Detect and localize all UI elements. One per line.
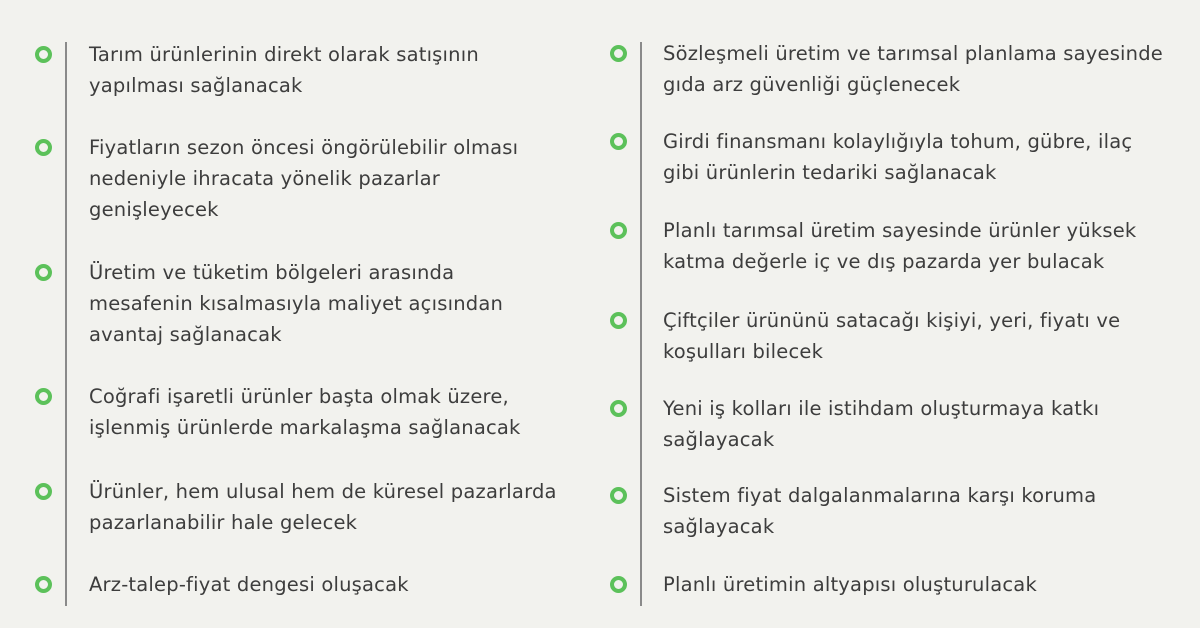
item-text: Çiftçiler ürününü satacağı kişiyi, yeri, fiyatı ve koşulları bilecek xyxy=(663,309,1121,363)
item-text: Yeni iş kolları ile istihdam oluşturmaya katkı sağlayacak xyxy=(663,397,1100,451)
item-text: Tarım ürünlerinin direkt olarak satışının yapılması sağlanacak xyxy=(89,43,479,97)
item-text: Arz-talep-fiyat dengesi oluşacak xyxy=(89,573,409,596)
right-column xyxy=(600,0,1200,628)
item-text: Sözleşmeli üretim ve tarımsal planlama sayesinde gıda arz güvenliği güçlenecek xyxy=(663,42,1164,96)
ring-bullet-icon xyxy=(610,312,627,329)
ring-bullet-icon xyxy=(35,139,52,156)
ring-bullet-icon xyxy=(35,576,52,593)
ring-bullet-icon xyxy=(610,222,627,239)
ring-bullet-icon xyxy=(35,264,52,281)
left-timeline-line xyxy=(65,42,67,606)
right-timeline-line xyxy=(640,42,642,606)
ring-bullet-icon xyxy=(610,400,627,417)
item-text: Girdi finansmanı kolaylığıyla tohum, gübre, ilaç gibi ürünlerin tedariki sağlanacak xyxy=(663,130,1133,184)
item-text: Planlı tarımsal üretim sayesinde ürünler yüksek katma değerle iç ve dış pazarda yer bulacak xyxy=(663,219,1137,273)
item-text: Planlı üretimin altyapısı oluşturulacak xyxy=(663,573,1037,596)
ring-bullet-icon xyxy=(35,483,52,500)
ring-bullet-icon xyxy=(610,45,627,62)
item-text: Ürünler, hem ulusal hem de küresel pazarlarda pazarlanabilir hale gelecek xyxy=(89,480,557,534)
ring-bullet-icon xyxy=(35,46,52,63)
ring-bullet-icon xyxy=(610,487,627,504)
ring-bullet-icon xyxy=(610,576,627,593)
item-text: Üretim ve tüketim bölgeleri arasında mesafenin kısalmasıyla maliyet açısından avantaj sağlanacak xyxy=(89,261,504,346)
item-text: Fiyatların sezon öncesi öngörülebilir olması nedeniyle ihracata yönelik pazarlar genişleyecek xyxy=(89,136,519,221)
ring-bullet-icon xyxy=(35,388,52,405)
item-text: Coğrafi işaretli ürünler başta olmak üzere, işlenmiş ürünlerde markalaşma sağlanacak xyxy=(89,385,521,439)
item-text: Sistem fiyat dalgalanmalarına karşı koruma sağlayacak xyxy=(663,484,1097,538)
ring-bullet-icon xyxy=(610,133,627,150)
